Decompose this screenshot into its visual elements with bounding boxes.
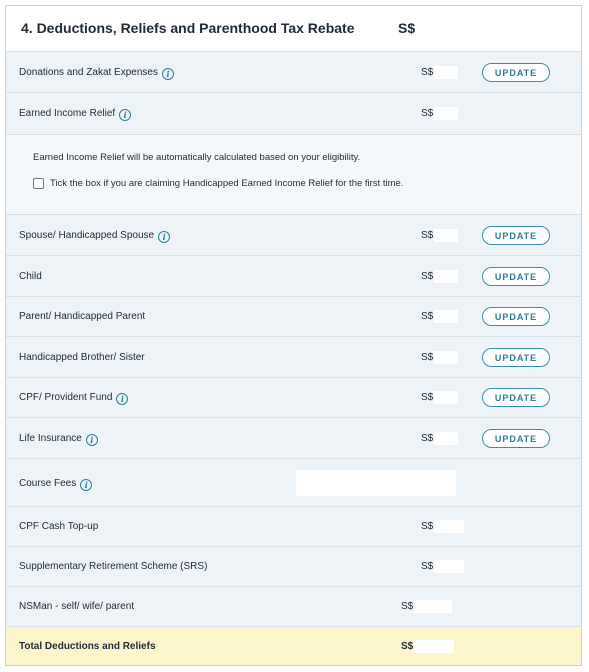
currency-parent: S$: [421, 311, 434, 322]
row-label-sibling: Handicapped Brother/ Sister: [19, 352, 145, 363]
value-cpf: [434, 391, 458, 404]
row-cpf: [6, 378, 581, 418]
value-life-insurance: [434, 432, 458, 445]
info-icon[interactable]: i: [80, 479, 92, 491]
update-button-cpf[interactable]: UPDATE: [482, 388, 550, 407]
value-earned-income: [434, 107, 458, 120]
row-label-nsman: NSMan - self/ wife/ parent: [19, 601, 135, 612]
info-icon[interactable]: i: [162, 68, 174, 80]
section-header: [6, 6, 581, 52]
currency-nsman: S$: [401, 601, 414, 612]
row-label-cpf: CPF/ Provident Fund i: [19, 392, 128, 405]
update-button-spouse[interactable]: UPDATE: [482, 226, 550, 245]
earned-income-note: [6, 134, 581, 215]
deductions-panel: [5, 5, 582, 666]
row-cpf-cash-topup: [6, 507, 581, 547]
row-earned-income: [6, 93, 581, 134]
info-icon[interactable]: i: [116, 393, 128, 405]
currency-earned-income: S$: [421, 108, 434, 119]
currency-srs: S$: [421, 561, 434, 572]
update-button-sibling[interactable]: UPDATE: [482, 348, 550, 367]
section-title: 4. Deductions, Reliefs and Parenthood Tax Rebate: [21, 20, 355, 36]
row-label-life-insurance: Life Insurance i: [19, 433, 98, 446]
value-sibling: [434, 351, 458, 364]
value-child: [434, 270, 458, 283]
row-label-earned-income: Earned Income Relief i: [19, 108, 131, 121]
total-row: [6, 627, 581, 666]
row-parent: [6, 297, 581, 337]
section-currency: S$: [398, 20, 416, 36]
row-donations: [6, 52, 581, 93]
row-sibling: [6, 337, 581, 378]
row-life-insurance: [6, 418, 581, 459]
row-spouse: [6, 215, 581, 256]
value-spouse: [434, 229, 458, 242]
currency-sibling: S$: [421, 352, 434, 363]
currency-spouse: S$: [421, 230, 434, 241]
row-label-donations: Donations and Zakat Expenses i: [19, 67, 174, 80]
row-nsman: [6, 587, 581, 627]
total-label: Total Deductions and Reliefs: [19, 641, 156, 652]
info-icon[interactable]: i: [119, 109, 131, 121]
update-button-parent[interactable]: UPDATE: [482, 307, 550, 326]
currency-cpf: S$: [421, 392, 434, 403]
info-icon[interactable]: i: [158, 231, 170, 243]
currency-child: S$: [421, 271, 434, 282]
course-fees-input[interactable]: [296, 470, 456, 496]
value-donations: [434, 66, 458, 79]
earned-income-note-text: Earned Income Relief will be automatically calculated based on your eligibility.: [33, 152, 361, 163]
update-button-life-insurance[interactable]: UPDATE: [482, 429, 550, 448]
row-label-spouse: Spouse/ Handicapped Spouse i: [19, 230, 170, 243]
checkbox-label: Tick the box if you are claiming Handicapped Earned Income Relief for the first time.: [50, 178, 404, 189]
value-nsman: [414, 600, 452, 613]
value-parent: [434, 310, 458, 323]
handicapped-earned-income-checkbox[interactable]: [33, 178, 44, 189]
value-srs: [434, 560, 464, 573]
info-icon[interactable]: i: [86, 434, 98, 446]
currency-life-insurance: S$: [421, 433, 434, 444]
row-label-cpf-cash-topup: CPF Cash Top-up: [19, 521, 99, 532]
update-button-donations[interactable]: UPDATE: [482, 63, 550, 82]
value-cpf-cash-topup: [434, 520, 464, 533]
row-srs: [6, 547, 581, 587]
row-label-course-fees: Course Fees i: [19, 478, 92, 491]
row-label-child: Child: [19, 271, 42, 282]
row-course-fees: [6, 459, 581, 507]
total-currency: S$: [401, 641, 414, 652]
currency-donations: S$: [421, 67, 434, 78]
currency-cpf-cash-topup: S$: [421, 521, 434, 532]
row-label-srs: Supplementary Retirement Scheme (SRS): [19, 561, 208, 572]
total-value: [414, 640, 454, 653]
row-label-parent: Parent/ Handicapped Parent: [19, 311, 146, 322]
row-child: [6, 256, 581, 297]
update-button-child[interactable]: UPDATE: [482, 267, 550, 286]
